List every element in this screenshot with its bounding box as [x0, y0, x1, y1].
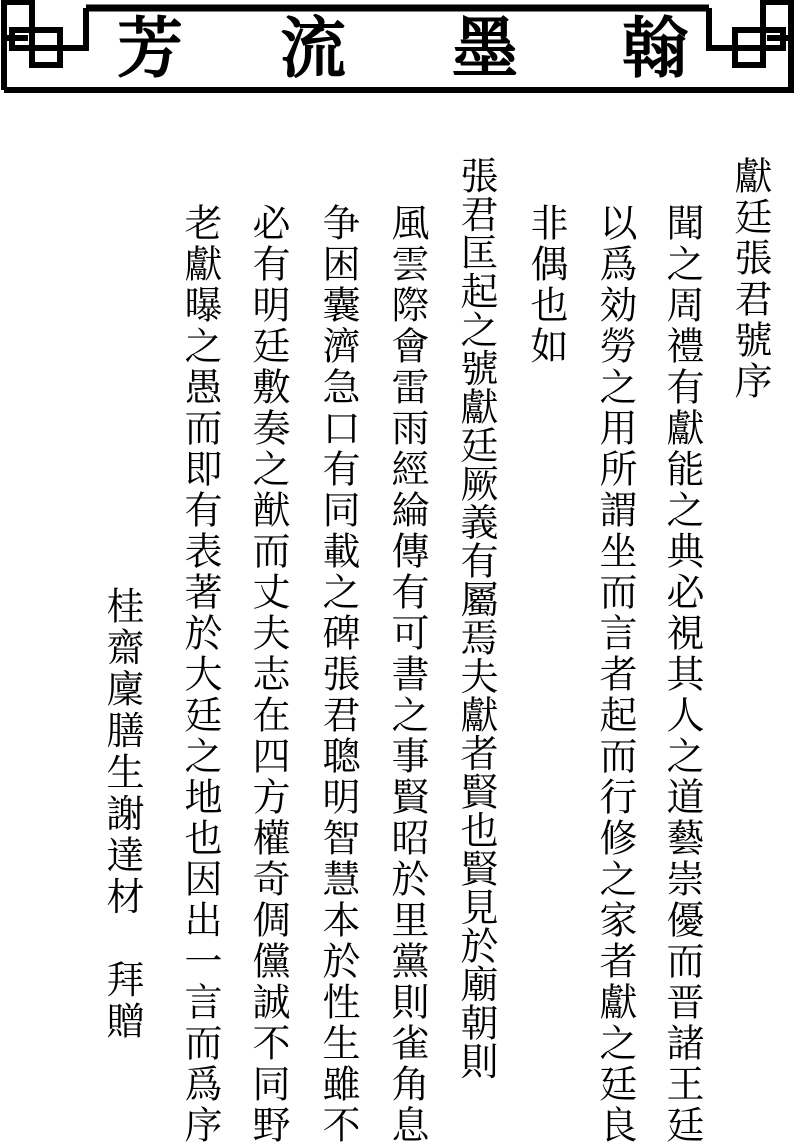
text-column: 風雲際會雷雨經綸傳有可書之事賢昭於里黨則雀角息 [385, 203, 429, 1146]
text-column: 必有明廷敷奏之猷而丈夫志在四方權奇倜儻誠不同野 [246, 203, 290, 1146]
banner-title-char: 翰 [622, 9, 688, 87]
text-column: 争困囊濟急口有同載之碑張君聰明智慧本於性生雖不 [316, 203, 360, 1146]
text-column: 張君匡起之號獻廷厥義有屬焉夫獻者賢也賢見於廟朝則 [454, 156, 498, 1080]
text-column: 老獻曝之愚而即有表著於大廷之地也因出一言而爲序 [178, 203, 222, 1146]
right-fret-ornament-icon [709, 2, 791, 65]
title-banner [0, 0, 795, 95]
banner-title-char: 流 [280, 9, 346, 87]
text-column: 非偶也如 [524, 203, 568, 367]
banner-title-char: 墨 [452, 9, 518, 87]
text-column: 聞之周禮有獻能之典必視其人之道藝崇優而晋諸王廷 [660, 203, 704, 1146]
banner-title-char: 芳 [117, 9, 183, 87]
text-column-heading: 獻廷張君號序 [728, 156, 772, 402]
signature-column: 桂齋廩膳生謝達材 拜贈 [100, 586, 144, 1043]
text-column: 以爲効勞之用所謂坐而言者起而行修之家者獻之廷良 [593, 203, 637, 1146]
left-fret-ornament-icon [4, 2, 86, 65]
